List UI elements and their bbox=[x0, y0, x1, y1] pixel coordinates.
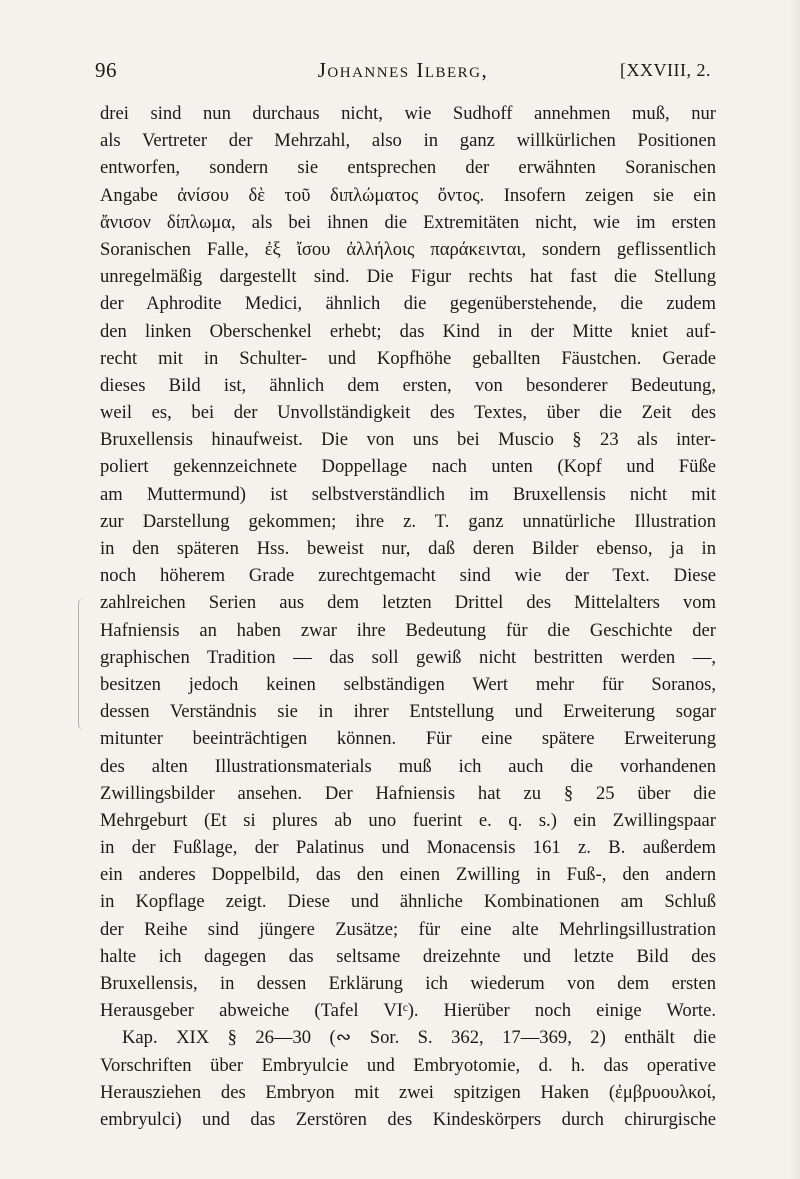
text-line: drei sind nun durchaus nicht, wie Sudhoff annehmen muß, nur bbox=[100, 103, 716, 124]
text-line: ἄνισον δίπλωμα, als bei ihnen die Extremitäten nicht, wie im ersten bbox=[100, 211, 716, 233]
text-line: noch höherem Grade zurechtgemacht sind wie der Text. Diese bbox=[100, 565, 716, 587]
text-line: Vorschriften über Embryulcie und Embryotomie, d. h. das operative bbox=[100, 1054, 716, 1076]
running-head-author: Johannes Ilberg, bbox=[317, 58, 489, 82]
text-line: poliert gekennzeichnete Doppellage nach unten (Kopf und Füße bbox=[100, 456, 716, 478]
text-line: halte ich dagegen das seltsame dreizehnte und letzte Bild des bbox=[100, 945, 716, 967]
text-line: in der Fußlage, der Palatinus und Monacensis 161 z. B. außerdem bbox=[100, 837, 716, 859]
text-line: Bruxellensis, in dessen Erklärung ich wiederum von dem ersten bbox=[100, 973, 716, 994]
text-line: in den späteren Hss. beweist nur, daß deren Bilder ebenso, ja in bbox=[100, 538, 716, 559]
text-line: des alten Illustrationsmaterials muß ich auch die vorhandenen bbox=[100, 755, 716, 777]
text-line: Hafniensis an haben zwar ihre Bedeutung für die Geschichte der bbox=[100, 619, 716, 641]
page-number: 96 bbox=[95, 58, 117, 82]
text-line: weil es, bei der Unvollständigkeit des Textes, über die Zeit des bbox=[100, 402, 716, 424]
text-line: der Aphrodite Medici, ähnlich die gegenüberstehende, die zudem bbox=[100, 293, 716, 315]
text-line: dessen Verständnis sie in ihrer Entstellung und Erweiterung sogar bbox=[100, 701, 716, 723]
text-line: Herausziehen des Embryon mit zwei spitzigen Haken (ἐμβρυουλκοί, bbox=[100, 1081, 716, 1103]
running-head bbox=[95, 58, 711, 88]
text-line: zur Darstellung gekommen; ihre z. T. ganz unnatürliche Illustration bbox=[100, 510, 716, 532]
text-line: Kap. XIX § 26—30 (∾ Sor. S. 362, 17—369, 2) enthält die bbox=[122, 1027, 716, 1049]
text-line: als Vertreter der Mehrzahl, also in ganz willkürlichen Positionen bbox=[100, 130, 716, 152]
text-line: besitzen jedoch keinen selbständigen Wert mehr für Soranos, bbox=[100, 673, 716, 695]
text-line: mitunter beeinträchtigen können. Für eine spätere Erweiterung bbox=[100, 728, 716, 750]
text-line: ein anderes Doppelbild, das den einen Zwilling in Fuß-, den andern bbox=[100, 864, 716, 886]
text-line: unregelmäßig dargestellt sind. Die Figur rechts hat fast die Stellung bbox=[100, 266, 716, 288]
text-line: den linken Oberschenkel erhebt; das Kind in der Mitte kniet auf- bbox=[100, 320, 716, 342]
text-line: dieses Bild ist, ähnlich dem ersten, von besonderer Bedeutung, bbox=[100, 374, 716, 396]
text-line: Mehrgeburt (Et si plures ab uno fuerint e. q. s.) ein Zwillingspaar bbox=[100, 809, 716, 831]
text-line: Soranischen Falle, ἐξ ἴσου ἀλλήλοις παράκεινται, sondern geflissentlich bbox=[100, 238, 716, 260]
body-text bbox=[100, 100, 716, 1133]
text-line: entworfen, sondern sie entsprechen der erwähnten Soranischen bbox=[100, 157, 716, 179]
text-line: Zwillingsbilder ansehen. Der Hafniensis hat zu § 25 über die bbox=[100, 782, 716, 804]
page-edge-shadow bbox=[790, 0, 800, 1179]
text-line: Herausgeber abweiche (Tafel VIᶜ). Hierüber noch einige Worte. bbox=[100, 1000, 716, 1022]
text-line: der Reihe sind jüngere Zusätze; für eine alte Mehrlingsillustration bbox=[100, 918, 716, 940]
text-line: in Kopflage zeigt. Diese und ähnliche Kombinationen am Schluß bbox=[100, 891, 716, 913]
text-line: am Muttermund) ist selbstverständlich im Bruxellensis nicht mit bbox=[100, 483, 716, 505]
text-line: recht mit in Schulter- und Kopfhöhe geballten Fäustchen. Gerade bbox=[100, 347, 716, 369]
text-line: Angabe ἀνίσου δὲ τοῦ διπλώματος ὄντος. Insofern zeigen sie ein bbox=[100, 184, 716, 206]
text-line: zahlreichen Serien aus dem letzten Drittel des Mittelalters vom bbox=[100, 592, 716, 614]
text-line: Bruxellensis hinaufweist. Die von uns bei Muscio § 23 als inter- bbox=[100, 429, 716, 451]
text-line: embryulci) und das Zerstören des Kindeskörpers durch chirurgische bbox=[100, 1108, 716, 1130]
margin-bracket-mark bbox=[78, 598, 89, 730]
text-line: graphischen Tradition — das soll gewiß nicht bestritten werden —, bbox=[100, 646, 716, 668]
volume-reference: [XXVIII, 2. bbox=[620, 60, 711, 80]
